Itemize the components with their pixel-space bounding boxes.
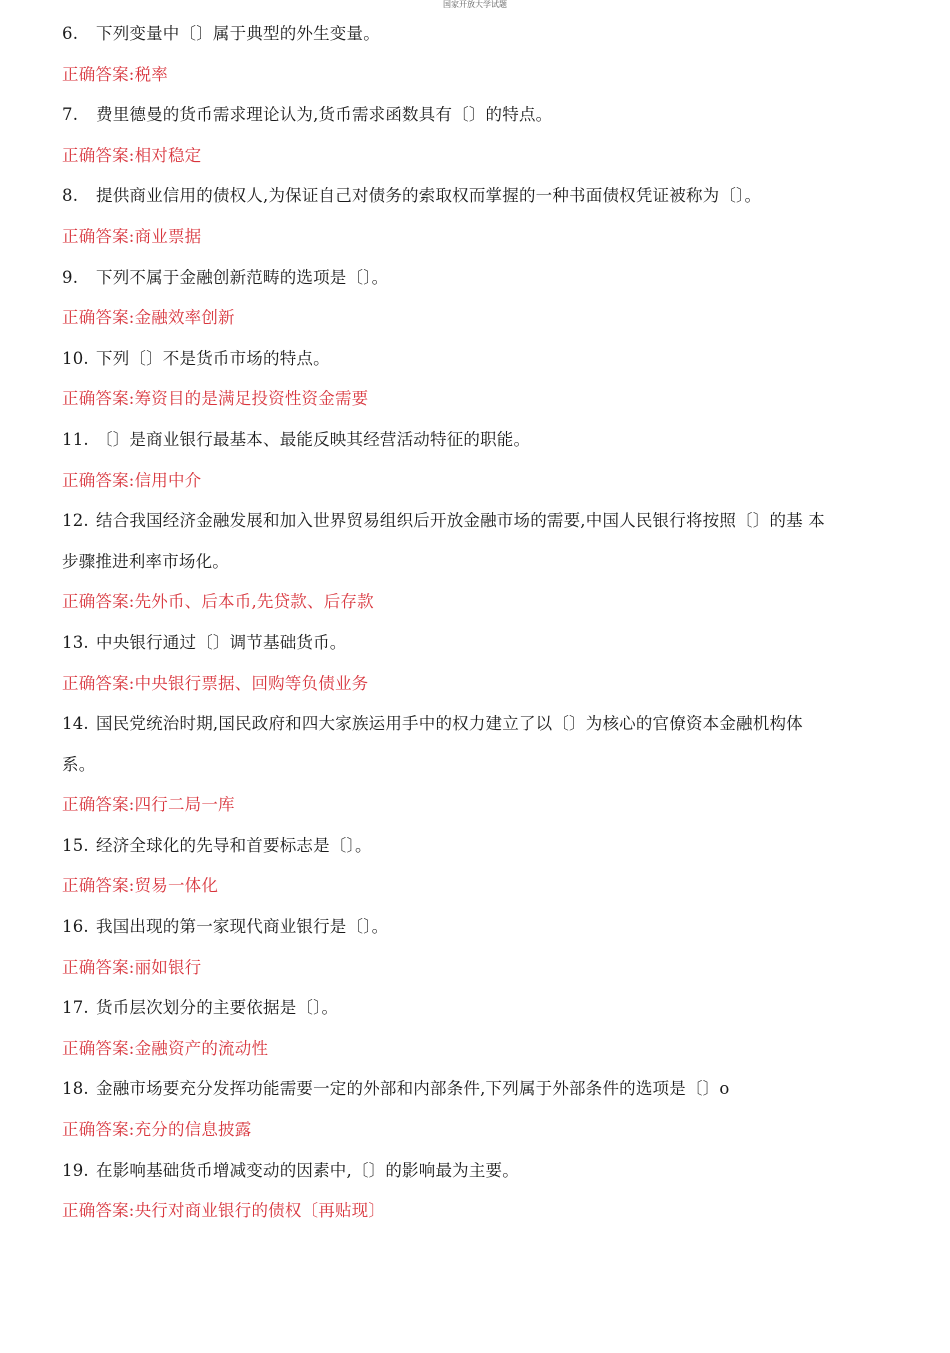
question-number: 14. <box>62 714 89 734</box>
question-number: 15. <box>62 835 89 855</box>
question-list <box>62 14 892 1232</box>
question-text: 我国出现的第一家现代商业银行是〔〕。 <box>96 917 389 937</box>
answer-prefix: 正确答案: <box>62 226 135 246</box>
question-text-line1: 国民党统治时期,国民政府和四大家族运用手中的权力建立了以〔〕为核心的官僚资本金融机构体 <box>96 714 803 734</box>
question-number: 19. <box>62 1160 89 1180</box>
answer-13 <box>62 664 892 705</box>
question-17 <box>62 988 892 1029</box>
answer-text: 先外币、后本币,先贷款、后存款 <box>134 592 374 612</box>
answer-16 <box>62 948 892 989</box>
question-number: 12. <box>62 511 89 531</box>
answer-prefix: 正确答案: <box>62 592 135 612</box>
answer-prefix: 正确答案: <box>62 1201 135 1221</box>
question-10 <box>62 339 892 380</box>
question-text: 经济全球化的先导和首要标志是〔〕。 <box>96 835 372 855</box>
answer-text: 中央银行票据、回购等负债业务 <box>134 673 369 693</box>
question-text: 下列〔〕不是货币市场的特点。 <box>96 348 330 368</box>
question-19 <box>62 1151 892 1192</box>
question-text: 金融市场要充分发挥功能需要一定的外部和内部条件,下列属于外部条件的选项是〔〕o <box>96 1079 730 1099</box>
answer-14 <box>62 785 892 826</box>
answer-prefix: 正确答案: <box>62 1120 135 1140</box>
question-13 <box>62 623 892 664</box>
answer-text: 筹资目的是满足投资性资金需要 <box>134 389 369 409</box>
answer-19 <box>62 1191 892 1232</box>
question-number: 10. <box>62 348 89 368</box>
answer-prefix: 正确答案: <box>62 876 135 896</box>
answer-6 <box>62 55 892 96</box>
question-text: 下列不属于金融创新范畴的选项是〔〕。 <box>96 267 389 287</box>
question-number: 8. <box>62 186 79 206</box>
answer-8 <box>62 217 892 258</box>
answer-prefix: 正确答案: <box>62 389 135 409</box>
answer-10 <box>62 379 892 420</box>
question-16 <box>62 907 892 948</box>
answer-text: 信用中介 <box>134 470 202 490</box>
answer-12 <box>62 582 892 623</box>
question-number: 11. <box>62 429 89 449</box>
answer-9 <box>62 298 892 339</box>
question-14-continued <box>62 745 892 786</box>
question-number: 7. <box>62 105 79 125</box>
answer-prefix: 正确答案: <box>62 795 135 815</box>
question-11 <box>62 420 892 461</box>
question-text-line2: 系。 <box>62 754 96 774</box>
question-text: 下列变量中〔〕属于典型的外生变量。 <box>96 24 380 43</box>
answer-text: 金融资产的流动性 <box>134 1038 269 1058</box>
question-14 <box>62 704 892 745</box>
question-12-continued <box>62 542 892 583</box>
answer-18 <box>62 1110 892 1151</box>
question-text: 提供商业信用的债权人,为保证自己对债务的索取权而掌握的一种书面债权凭证被称为〔〕。 <box>96 186 762 206</box>
answer-text: 商业票据 <box>134 226 202 246</box>
question-text-line2: 步骤推进利率市场化。 <box>62 551 229 571</box>
answer-text: 四行二局一库 <box>134 795 235 815</box>
question-8 <box>62 176 892 217</box>
question-15 <box>62 826 892 867</box>
answer-text: 丽如银行 <box>134 957 202 977</box>
answer-prefix: 正确答案: <box>62 145 135 165</box>
answer-prefix: 正确答案: <box>62 308 135 328</box>
header-title: 国家开放大学试题 <box>443 0 507 9</box>
question-12 <box>62 501 892 542</box>
question-text-line1: 结合我国经济金融发展和加入世界贸易组织后开放金融市场的需要,中国人民银行将按照〔〕的基 本 <box>96 511 825 531</box>
answer-text: 央行对商业银行的债权〔再贴现〕 <box>134 1201 386 1221</box>
answer-text: 税率 <box>134 64 168 84</box>
answer-prefix: 正确答案: <box>62 673 135 693</box>
question-number: 6. <box>62 24 79 43</box>
question-text: 在影响基础货币增减变动的因素中,〔〕的影响最为主要。 <box>96 1160 519 1180</box>
question-7 <box>62 95 892 136</box>
question-18 <box>62 1069 892 1110</box>
answer-prefix: 正确答案: <box>62 1038 135 1058</box>
answer-7 <box>62 136 892 177</box>
answer-11 <box>62 461 892 502</box>
answer-prefix: 正确答案: <box>62 64 135 84</box>
answer-text: 贸易一体化 <box>134 876 219 896</box>
answer-prefix: 正确答案: <box>62 957 135 977</box>
question-number: 18. <box>62 1079 89 1099</box>
question-9 <box>62 258 892 299</box>
answer-15 <box>62 866 892 907</box>
answer-17 <box>62 1029 892 1070</box>
page-header <box>0 0 950 10</box>
question-number: 16. <box>62 917 89 937</box>
question-text: 费里德曼的货币需求理论认为,货币需求函数具有〔〕的特点。 <box>96 105 553 125</box>
question-number: 9. <box>62 267 79 287</box>
question-number: 17. <box>62 998 89 1018</box>
answer-text: 充分的信息披露 <box>134 1120 252 1140</box>
answer-text: 相对稳定 <box>134 145 202 165</box>
question-number: 13. <box>62 632 89 652</box>
question-text: 中央银行通过〔〕调节基础货币。 <box>96 632 347 652</box>
answer-prefix: 正确答案: <box>62 470 135 490</box>
question-6 <box>62 14 892 55</box>
question-text: 〔〕是商业银行最基本、最能反映其经营活动特征的职能。 <box>96 429 531 449</box>
question-text: 货币层次划分的主要依据是〔〕。 <box>96 998 339 1018</box>
answer-text: 金融效率创新 <box>134 308 235 328</box>
